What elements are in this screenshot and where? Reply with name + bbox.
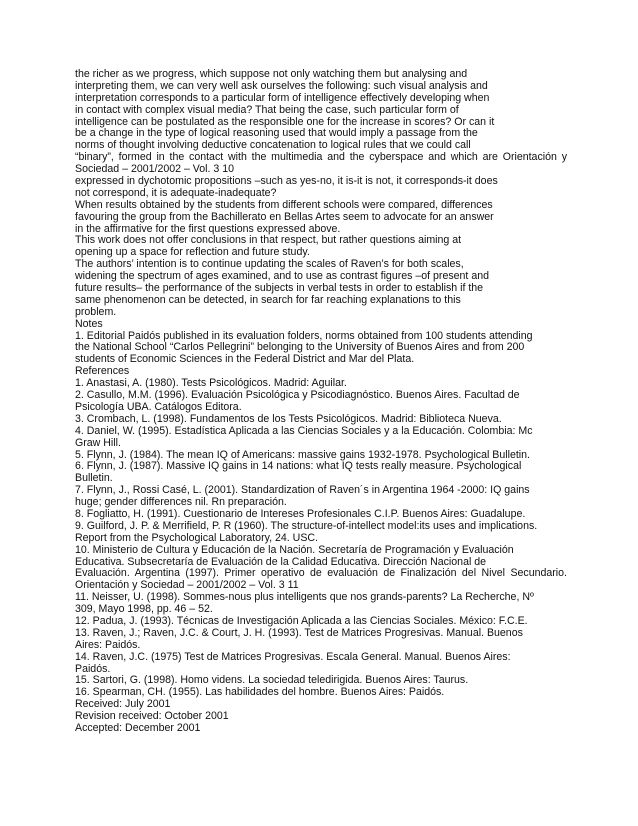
reference-line: Evaluación. Argentina (1997). Primer operativo de evaluación de Finalización del Nivel Secundario. <box>75 568 567 580</box>
reference-line: 309, Mayo 1998, pp. 46 – 52. <box>75 604 213 616</box>
note-line: 1. Editorial Paidós published in its evaluation folders, norms obtained from 100 students attending <box>75 330 533 342</box>
reference-line: Paidós. <box>75 663 111 675</box>
text-line: expressed in dychotomic propositions –such as yes-no, it is-it is not, it corresponds-it does <box>75 176 498 188</box>
reference-line: 8. Fogliatto, H. (1991). Cuestionario de Intereses Profesionales C.I.P. Buenos Aires: Guadalupe. <box>75 508 526 520</box>
reference-line: Psicología UBA. Catálogos Editora. <box>75 401 242 413</box>
notes-heading: Notes <box>75 318 103 330</box>
document-body <box>75 69 567 735</box>
reference-line: 10. Ministerio de Cultura y Educación de la Nación. Secretaría de Programación y Evaluación <box>75 544 514 556</box>
running-footer: Orientación y Sociedad – 2001/2002 – Vol. 3 11 <box>75 580 299 592</box>
text-line: be a change in the type of logical reasoning used that would imply a passage from the <box>75 128 478 140</box>
text-line: When results obtained by the students from different schools were compared, differences <box>75 199 493 211</box>
text-line: the richer as we progress, which suppose not only watching them but analysing and <box>75 69 468 80</box>
text-line: This work does not offer conclusions in that respect, but rather questions aiming at <box>75 235 462 247</box>
reference-line: 14. Raven, J.C. (1975) Test de Matrices Progresivas. Escala General. Manual. Buenos Aires: <box>75 651 511 663</box>
text-line: widening the spectrum of ages examined, and to use as contrast figures –of present and <box>75 271 489 283</box>
text-line: future results– the performance of the subjects in verbal tests in order to establish if the <box>75 283 484 295</box>
reference-line: 6. Flynn, J. (1987). Massive IQ gains in 14 nations: what IQ tests really measure. Psychological <box>75 461 522 473</box>
reference-line: 5. Flynn, J. (1984). The mean IQ of Americans: massive gains 1932-1978. Psychological Bulletin. <box>75 449 530 461</box>
text-line: in contact with complex visual media? That being the case, such particular form of <box>75 104 459 116</box>
reference-line: Graw Hill. <box>75 437 121 449</box>
reference-line: 16. Spearman, CH. (1955). Las habilidades del hombre. Buenos Aires: Paidós. <box>75 687 445 699</box>
text-line: opening up a space for reflection and future study. <box>75 247 310 259</box>
text-line: in the affirmative for the first questions expressed above. <box>75 223 341 235</box>
reference-line: 1. Anastasi, A. (1980). Tests Psicológicos. Madrid: Aguilar. <box>75 378 347 390</box>
text-line: same phenomenon can be detected, in search for far reaching explanations to this <box>75 294 461 306</box>
reference-line: huge; gender differences nil. Rn preparación. <box>75 497 287 509</box>
text-line: The authors’ intention is to continue updating the scales of Raven’s for both scales, <box>75 259 464 271</box>
note-line: students of Economic Sciences in the Federal District and Mar del Plata. <box>75 354 415 366</box>
running-footer: Sociedad – 2001/2002 – Vol. 3 10 <box>75 164 235 176</box>
reference-line: Aires: Paidós. <box>75 639 141 651</box>
text-line: intelligence can be postulated as the responsible one for the increase in scores? Or can it <box>75 116 495 128</box>
references-heading: References <box>75 366 130 378</box>
reference-line: 15. Sartori, G. (1998). Homo videns. La sociedad teledirigida. Buenos Aires: Taurus. <box>75 675 469 687</box>
reference-line: 3. Crombach, L. (1998). Fundamentos de los Tests Psicológicos. Madrid: Biblioteca Nueva. <box>75 413 502 425</box>
text-line: not correspond, it is adequate-inadequate? <box>75 187 277 199</box>
reference-line: Educativa. Subsecretaría de Evaluación de la Calidad Educativa. Dirección Nacional de <box>75 556 487 568</box>
accepted-date: Accepted: December 2001 <box>75 722 201 734</box>
text-line: interpreting them, we can very well ask ourselves the following: such visual analysis and <box>75 80 488 92</box>
note-line: the National School “Carlos Pellegrini” belonging to the University of Buenos Aires and from 200 <box>75 342 525 354</box>
text-line: favouring the group from the Bachillerato en Bellas Artes seem to advocate for an answer <box>75 211 494 223</box>
reference-line: 2. Casullo, M.M. (1996). Evaluación Psicológica y Psicodiagnóstico. Buenos Aires. Facultad de <box>75 390 520 402</box>
received-date: Received: July 2001 <box>75 699 171 711</box>
reference-line: 9. Guilford, J. P. & Merrifield, P. R (1960). The structure-of-intellect model:its uses and implications. <box>75 520 538 532</box>
reference-line: 7. Flynn, J., Rossi Casé, L. (2001). Standardization of Raven´s in Argentina 1964 -2000: IQ gains <box>75 485 530 497</box>
reference-line: Bulletin. <box>75 473 113 485</box>
reference-line: 13. Raven, J.; Raven, J.C. & Court, J. H. (1993). Test de Matrices Progresivas. Manual. Buenos <box>75 627 523 639</box>
reference-line: Report from the Psychological Laboratory, 24. USC. <box>75 532 318 544</box>
revision-date: Revision received: October 2001 <box>75 711 229 723</box>
text-line: “binary”, formed in the contact with the multimedia and the cyberspace and which are Orientación y <box>75 152 567 164</box>
text-line: problem. <box>75 306 117 318</box>
reference-line: 4. Daniel, W. (1995). Estadística Aplicada a las Ciencias Sociales y a la Educación. Colombia: Mc <box>75 425 533 437</box>
text-line: norms of thought involving deductive concatenation to logical rules that we could call <box>75 140 471 152</box>
reference-line: 12. Padua, J. (1993). Técnicas de Investigación Aplicada a las Ciencias Sociales. México: F.C.E. <box>75 615 528 627</box>
reference-line: 11. Neisser, U. (1998). Sommes-nous plus intelligents que nos grands-parents? La Recherche, Nº <box>75 592 534 604</box>
text-line: interpretation corresponds to a particular form of intelligence effectively developing when <box>75 92 490 104</box>
